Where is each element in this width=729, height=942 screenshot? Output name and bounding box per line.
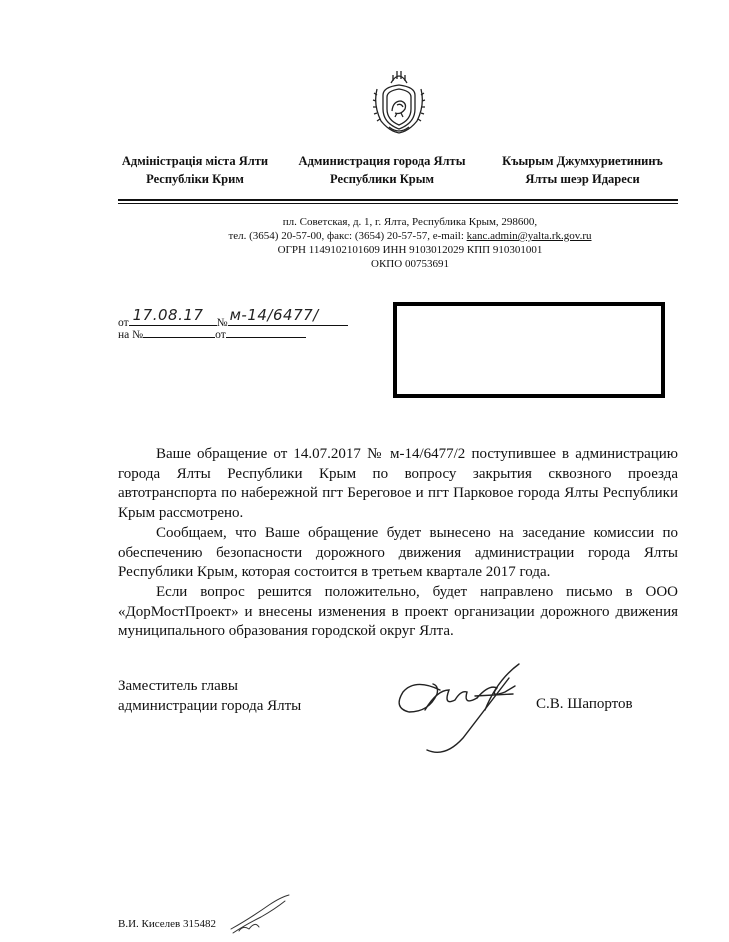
address-line-4: ОКПО 00753691 bbox=[371, 258, 449, 270]
header-ua-line1: Адміністрація міста Ялти bbox=[121, 154, 269, 168]
body-paragraph-2 bbox=[118, 524, 678, 583]
signer-title-line2: администрации города Ялты bbox=[118, 698, 302, 714]
registration-reply-row bbox=[118, 326, 306, 341]
body-paragraph-1 bbox=[118, 445, 678, 523]
handwritten-number: м-14/6477/ bbox=[229, 306, 319, 324]
body-paragraph-3 bbox=[118, 583, 678, 642]
address-line-2 bbox=[150, 230, 670, 243]
header-divider-thin bbox=[118, 203, 678, 204]
paragraph-2-text: Сообщаем, что Ваше обращение будет вынесено на заседание комиссии по обеспечению безопасности дорожного движения администрации города Ялты Республики Крым, которая состоится в третьем квартале 2017 года. bbox=[118, 525, 678, 580]
signer-name: С.В. Шапортов bbox=[536, 696, 633, 712]
paragraph-1-text: Ваше обращение от 14.07.2017 № м-14/6477/2 поступившее в администрацию города Ялты Республики Крым по вопросу закрытия сквозного проезда автотранспорта по набережной пгт Береговое и пгт Парковое города Ялты Республики Крым рассмотрено. bbox=[118, 446, 678, 521]
number-label: № bbox=[216, 317, 228, 329]
footer-scribble-icon bbox=[225, 895, 295, 935]
header-divider-thick bbox=[118, 199, 678, 201]
executor-footer bbox=[118, 918, 216, 930]
executor-text: В.И. Киселев 315482 bbox=[118, 918, 216, 930]
header-ru-line2: Республики Крым bbox=[330, 172, 434, 186]
header-crh-line2: Ялты шеэр Идареси bbox=[525, 172, 640, 186]
from-label: от bbox=[118, 317, 129, 329]
address-line-3: ОГРН 1149102101609 ИНН 9103012029 КПП 910301001 bbox=[277, 244, 543, 256]
redacted-recipient-box bbox=[393, 302, 665, 398]
handwritten-signature bbox=[385, 650, 535, 760]
address-phone-text: тел. (3654) 20-57-00, факс: (3654) 20-57-57, e-mail: bbox=[228, 230, 467, 242]
address-line-1: пл. Советская, д. 1, г. Ялта, Республика Крым, 298600, bbox=[282, 216, 538, 228]
header-name-ukrainian bbox=[110, 152, 280, 188]
paragraph-3-text: Если вопрос решится положительно, будет направлено письмо в ООО «ДорМостПроект» и внесены изменения в проект организации дорожного движения муниципального образования городской округ Ялта. bbox=[118, 584, 678, 639]
reply-label: на № bbox=[118, 329, 144, 341]
header-crh-line1: Къырым Джумхуриетининъ bbox=[502, 154, 663, 168]
handwritten-date: 17.08.17 bbox=[132, 306, 204, 324]
email-link[interactable]: kanc.admin@yalta.rk.gov.ru bbox=[466, 230, 592, 242]
header-ua-line2: Республіки Крим bbox=[146, 172, 244, 186]
header-ru-line1: Администрация города Ялты bbox=[298, 154, 466, 168]
header-name-russian bbox=[292, 152, 472, 188]
reply-from-label: от bbox=[215, 329, 226, 341]
coat-of-arms-icon bbox=[363, 65, 435, 137]
signer-title bbox=[118, 676, 301, 716]
header-name-crimean-tatar bbox=[490, 152, 675, 188]
signer-title-line1: Заместитель главы bbox=[118, 678, 238, 694]
